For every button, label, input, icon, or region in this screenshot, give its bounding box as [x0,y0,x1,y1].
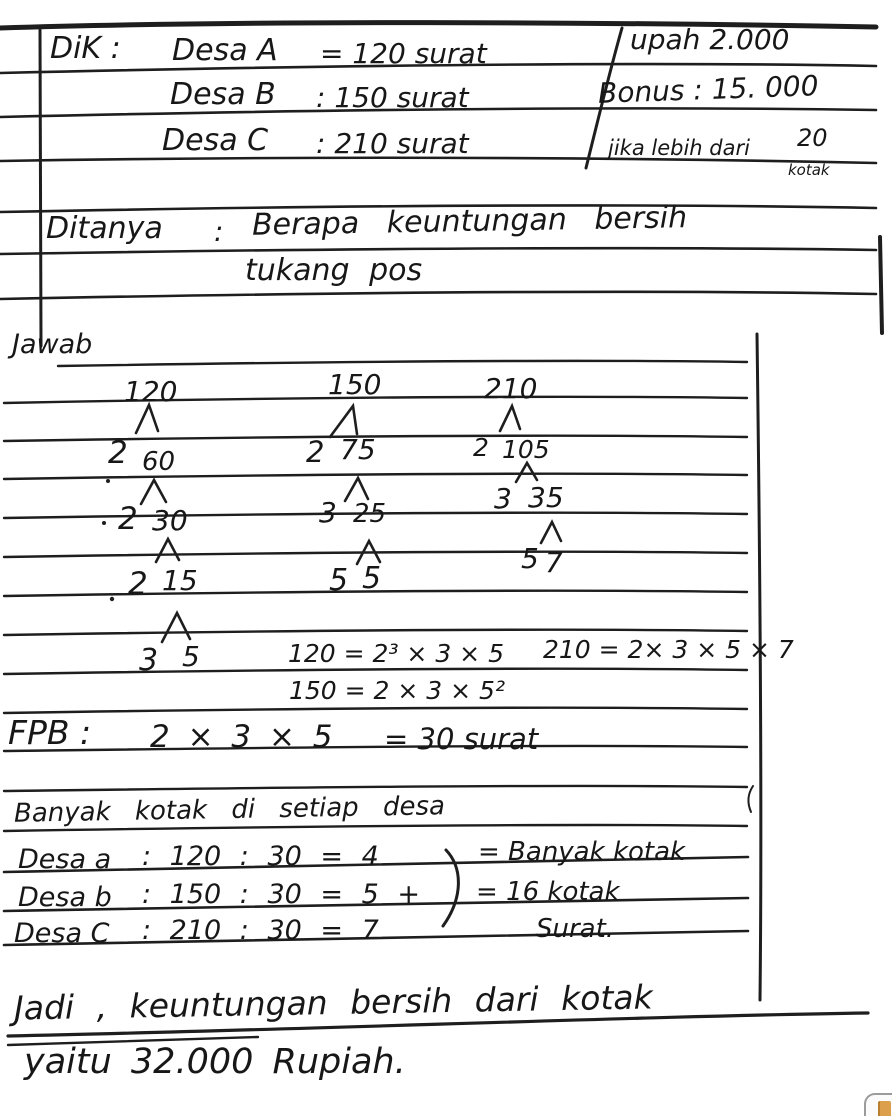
condition-value: 20 [797,124,828,152]
division-row-a-calc: : 120 : 30 = 4 [142,841,379,872]
tree-150-node: 25 [353,499,387,529]
division-row-b-calc: : 150 : 30 = 5 + [142,879,421,910]
tree-120-node: 5 [182,640,200,673]
division-row-a-note: = Banyak kotak [478,837,686,867]
division-row-c-name: Desa C [14,918,110,949]
question-line-2: tukang pos [245,253,423,288]
tree-150-node: 3 [319,496,337,529]
condition-unit: kotak [788,161,830,179]
fpb-expression: 2 × 3 × 5 [150,719,333,755]
tree-150-node: 5 [329,563,349,598]
tree-120-node: 30 [152,504,188,537]
ditanya-label: Ditanya [46,211,163,246]
tree-210-node: 7 [545,546,563,579]
factorization-210: 210 = 2× 3 × 5 × 7 [543,635,794,664]
conclusion-line-2: yaitu 32.000 Rupiah. [24,1042,406,1082]
division-row-b-name: Desa b [18,882,112,913]
corner-app-card[interactable] [864,1093,892,1116]
dik-label: DiK : [50,31,121,66]
clipboard-icon [878,1101,891,1116]
fpb-label: FPB : [8,713,92,752]
boxes-heading: Banyak kotak di setiap desa [13,791,446,829]
question-line-1: Berapa keuntungan bersih [251,200,688,243]
dik-row-b-value: : 150 surat [316,81,469,114]
tree-150-node: 2 [306,435,325,469]
division-row-b-note: = 16 kotak [476,877,620,907]
dik-row-a-value: = 120 surat [320,37,487,70]
tree-120-node: 3 [139,643,159,678]
tree-210-node: 2 [473,433,489,462]
tree-120-root: 120 [124,375,178,408]
dik-row-c-name: Desa C [162,123,269,158]
tree-150-root: 150 [328,368,382,401]
factorization-150: 150 = 2 × 3 × 5² [289,676,505,705]
fpb-result: = 30 surat [384,722,539,756]
tree-120-node: 60 [142,447,176,477]
tree-120-node: 15 [162,564,198,597]
dik-row-a-name: Desa A [172,33,278,68]
tree-120-node: 2 [108,435,128,471]
tree-210-root: 210 [484,372,538,405]
tree-210-node: 5 [521,542,539,575]
tree-210-node: 35 [528,481,564,514]
dik-row-c-value: : 210 surat [316,127,469,160]
division-row-c-note: Surat. [536,914,615,944]
conclusion-line-1: Jadi , keuntungan bersih dari kotak [13,977,653,1028]
tree-120-node: 2 [118,501,138,537]
condition-note: jika lebih dari [608,136,750,160]
tree-210-node: 3 [494,482,512,515]
bonus-note: Bonus : 15. 000 [597,69,820,110]
tree-120-node: 2 [128,566,148,602]
upah-note: upah 2.000 [630,23,790,56]
tree-150-node: 5 [362,561,382,596]
division-row-c-calc: : 210 : 30 = 7 [142,915,379,946]
jawab-label: Jawab [12,329,93,360]
tree-150-node: 75 [340,433,376,466]
dik-row-b-name: Desa B [170,77,276,112]
tree-210-node: 105 [502,435,550,464]
factorization-120: 120 = 2³ × 3 × 5 [288,639,504,668]
ditanya-colon: : [214,215,224,248]
division-row-a-name: Desa a [18,844,112,875]
